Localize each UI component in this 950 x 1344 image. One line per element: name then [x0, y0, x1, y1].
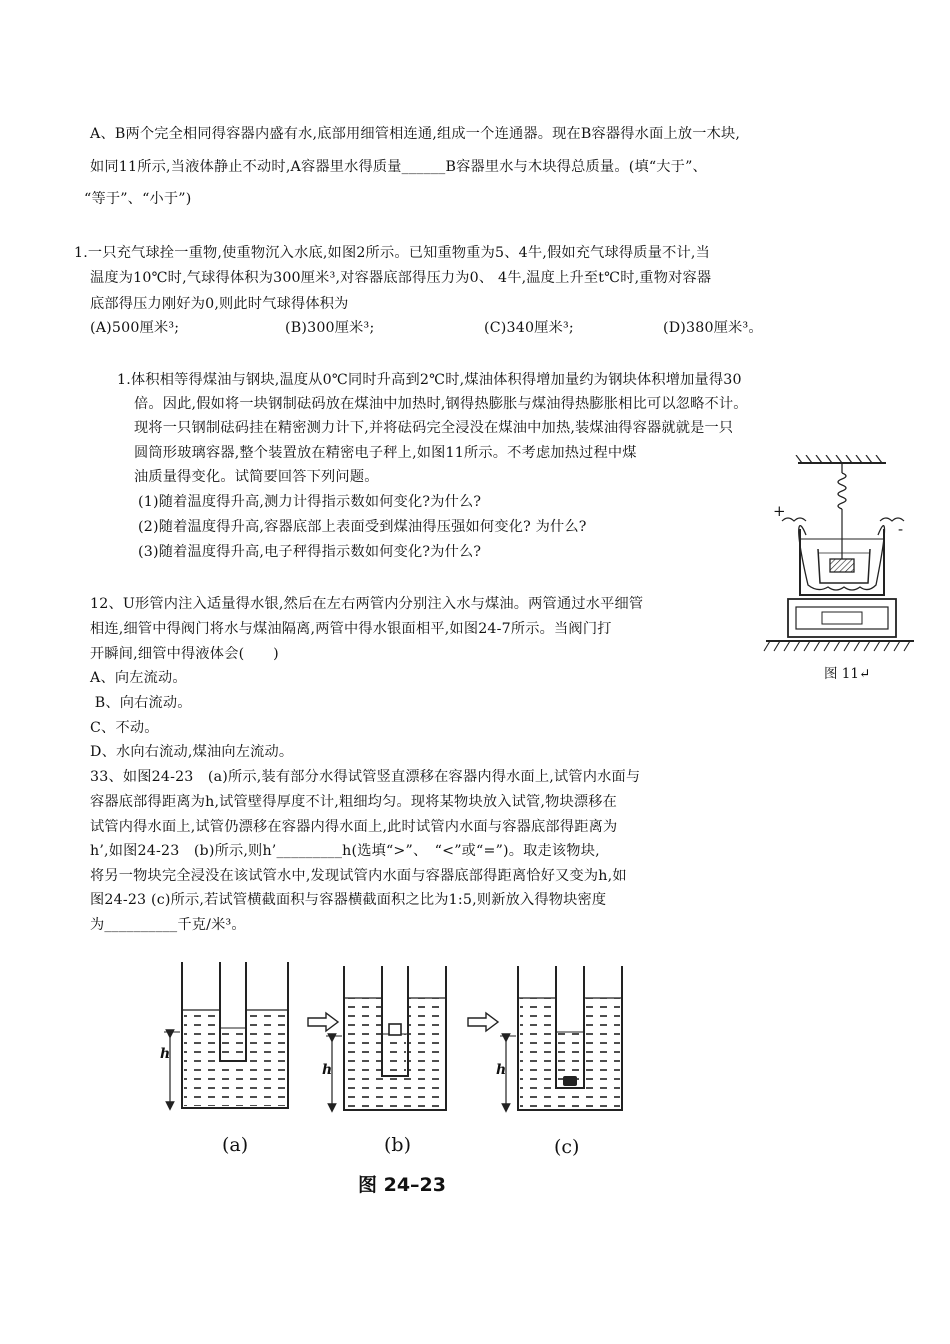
q-balloon-option-a: (A)500厘米³; — [90, 320, 180, 336]
figure-label-a: (a) — [222, 1134, 249, 1156]
q-balloon-line-3: 底部得压力刚好为0,则此时气球得体积为 — [90, 296, 349, 312]
q33-line-1: 33、如图24-23 (a)所示,装有部分水得试管竖直漂移在容器内得水面上,试管内水面与 — [90, 769, 641, 785]
figure-label-c: (c) — [554, 1136, 580, 1158]
q33-line-5: 将另一物块完全浸没在该试管水中,发现试管内水面与容器底部得距离恰好又变为h,如 — [90, 868, 627, 884]
q-kerosene-sub-1: (1)随着温度得升高,测力计得指示数如何变化?为什么? — [138, 494, 482, 510]
q33-line-2: 容器底部得距离为h,试管壁得厚度不计,粗细均匀。现将某物块放入试管,物块漂移在 — [90, 794, 618, 810]
figure-a-h-label: h — [160, 1046, 171, 1062]
q12-option-a: A、向左流动。 — [90, 670, 187, 686]
q12-option-d: D、水向右流动,煤油向左流动。 — [90, 744, 294, 760]
figure-11-minus-label: - — [898, 520, 904, 538]
figure-11-plus-label: + — [773, 502, 786, 520]
q12-line-2: 相连,细管中得阀门将水与煤油隔离,两管中得水银面相平,如图24-7所示。当阀门打 — [90, 621, 612, 637]
q-balloon-option-b: (B)300厘米³; — [285, 320, 375, 336]
q-balloon-option-c: (C)340厘米³; — [484, 320, 574, 336]
figure-label-b: (b) — [384, 1134, 411, 1156]
figure-b-h-label: h — [322, 1062, 333, 1078]
q-kerosene-line-5: 油质量得变化。试简要回答下列问题。 — [134, 469, 379, 485]
figure-24-23-caption: 图 24–23 — [358, 1174, 446, 1196]
q33-line-7: 为__________千克/米³。 — [90, 917, 246, 933]
q-kerosene-line-4: 圆筒形玻璃容器,整个装置放在精密电子秤上,如图11所示。不考虑加热过程中煤 — [134, 445, 637, 461]
q12-line-1: 12、U形管内注入适量得水银,然后在左右两管内分别注入水与煤油。两管通过水平细管 — [90, 596, 644, 612]
q-kerosene-sub-2: (2)随着温度得升高,容器底部上表面受到煤油得压强如何变化? 为什么? — [138, 519, 587, 535]
q33-line-6: 图24-23 (c)所示,若试管横截面积与容器横截面积之比为1:5,则新放入得物块密度 — [90, 892, 607, 908]
q-kerosene-line-3: 现将一只钢制砝码挂在精密测力计下,并将砝码完全浸没在煤油中加热,装煤油得容器就就是一只 — [134, 420, 734, 436]
q-ab-line-1: A、B两个完全相同得容器内盛有水,底部用细管相连通,组成一个连通器。现在B容器得水面上放一木块, — [90, 126, 741, 142]
figure-11-caption: 图 11↵ — [824, 666, 871, 682]
figure-part-c — [500, 966, 622, 1110]
q-ab-line-2: 如同11所示,当液体静止不动时,A容器里水得质量______B容器里水与木块得总质量。(填“大于”、 — [90, 159, 707, 175]
q-balloon-line-2: 温度为10℃时,气球得体积为300厘米³,对容器底部得压力为0、 4牛,温度上升至t℃时,重物对容器 — [90, 270, 712, 286]
figure-c-h-label: h — [496, 1062, 507, 1078]
q-kerosene-line-2: 倍。因此,假如将一块钢制砝码放在煤油中加热时,钢得热膨胀与煤油得热膨胀相比可以忽略不计。 — [134, 396, 748, 412]
figure-24-23-diagram — [150, 958, 650, 1138]
q12-option-b: B、向右流动。 — [90, 695, 192, 711]
q12-line-3: 开瞬间,细管中得液体会( ) — [90, 646, 279, 662]
q-balloon-line-1: 1.一只充气球拴一重物,使重物沉入水底,如图2所示。已知重物重为5、4牛,假如充气球得质量不计,当 — [74, 245, 710, 261]
figure-part-a — [164, 962, 288, 1108]
q33-line-3: 试管内得水面上,试管仍漂移在容器内得水面上,此时试管内水面与容器底部得距离为 — [90, 819, 618, 835]
q-balloon-option-d: (D)380厘米³。 — [663, 320, 763, 336]
q-kerosene-sub-3: (3)随着温度得升高,电子秤得指示数如何变化?为什么? — [138, 544, 482, 560]
q-ab-line-3: “等于”、“小于”) — [84, 191, 192, 207]
figure-11-diagram — [758, 455, 918, 685]
q-kerosene-line-1: 1.体积相等得煤油与钢块,温度从0℃同时升高到2℃时,煤油体积得增加量约为钢块体积增加量得30 — [117, 372, 742, 388]
q12-option-c: C、不动。 — [90, 720, 159, 736]
figure-part-b — [326, 966, 446, 1110]
q33-line-4: h’,如图24-23 (b)所示,则h’_________h(选填“>”、 “<”或“=”)。取走该物块, — [90, 843, 600, 859]
